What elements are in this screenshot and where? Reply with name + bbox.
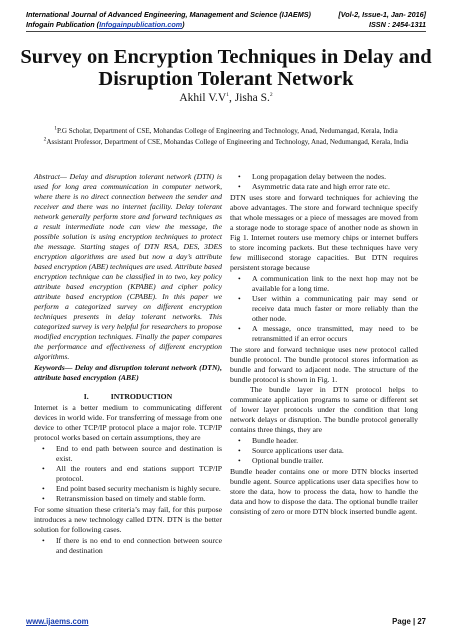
journal-name: International Journal of Advanced Engineering, Management and Science (IJAEMS)	[26, 10, 311, 19]
publisher-suffix: )	[182, 20, 185, 29]
list-item: • End to end path between source and destination is exist.	[56, 444, 222, 464]
list-item: • User within a communicating pair may send or receive data much faster or more reliably than the other node.	[252, 294, 418, 324]
author-2: , Jisha S.	[228, 92, 270, 104]
footer-site-link[interactable]: www.ijaems.com	[26, 617, 89, 626]
issn: ISSN : 2454-1311	[368, 20, 426, 29]
storage-reason-list	[230, 274, 418, 344]
list-item: • Retransmission based on timely and stable form.	[56, 494, 222, 504]
list-item: • A communication link to the next hop may not be available for a long time.	[252, 274, 418, 294]
affiliation-1-sup: 1	[54, 125, 57, 132]
volume-info: [Vol-2, Issue-1, Jan- 2016]	[338, 10, 426, 19]
author-line	[0, 92, 452, 104]
tcp-assumption-list	[34, 444, 222, 504]
keywords: Keywords— Delay and disruption tolerant network (DTN), attribute based encryption (ABE)	[34, 363, 222, 382]
dtn-case-list-left	[34, 536, 222, 556]
affiliation-2-text: Assistant Professor, Department of CSE, Mohandas College of Engineering and Technology, Anad, Nedumangad, Kerala, India	[46, 138, 409, 146]
author-1: Akhil V.V	[179, 92, 227, 104]
intro-paragraph: Internet is a better medium to communicating different devices in world wide. For transferring of message from one device to other TCP/IP protocol place a major role. TCP/IP protocol works based on certain assumptions, they are	[34, 403, 222, 442]
bundle-header-paragraph: Bundle header contains one or more DTN blocks inserted bundle agent. Source applications user data specifies how to store the data, how to process the data, how to handle the data and how to dispose the data. The optional bundle trailer consisting of zero or more DTN block inserted bundle agent.	[230, 467, 418, 516]
list-item: • All the routers and end stations support TCP/IP protocol.	[56, 464, 222, 484]
affiliation-2-sup: 2	[43, 136, 47, 143]
affiliation-1	[28, 126, 424, 136]
store-forward-paragraph: DTN uses store and forward techniques for achieving the above advantages. The store and forward technique specify that whole messages or a piece of messages are moved from a storage node to storage space of another node as shown in Fig 1. Internet routers use memory chips or internet buffers to store incoming packets. But these techniques have very few millisecond storage capacities. But DTN requires persistent storage because	[230, 193, 418, 272]
list-item: • A message, once transmitted, may need to be retransmitted if an error occurs	[252, 324, 418, 344]
affiliation-1-text: P.G Scholar, Department of CSE, Mohandas College of Engineering and Technology, Anad, Nedumangad, Kerala, India	[56, 127, 398, 135]
author-1-sup: 1	[226, 92, 229, 99]
publisher-header	[26, 20, 426, 29]
section-number: I.	[83, 392, 89, 401]
journal-header	[26, 10, 426, 19]
list-item: • Long propagation delay between the nodes.	[252, 172, 418, 182]
list-item: • If there is no end to end connection between source and destination	[56, 536, 222, 556]
author-2-sup: 2	[269, 92, 273, 99]
publisher-link[interactable]: Infogainpublication.com	[99, 20, 183, 29]
left-column	[34, 172, 222, 557]
list-item: • End point based security mechanism is highly secure.	[56, 484, 222, 494]
intro-paragraph-2: For some situation these criteria’s may fail, for this purpose introduces a new technology called DTN. DTN is the better solution for following cases.	[34, 505, 222, 534]
abstract: Abstract— Delay and disruption tolerant network (DTN) is used for long area communication in computer network, where there is no direct connection between the sender and receiver and there was no internet facility. Delay tolerant network generally perform store and forward techniques as a result intermediate node can view the message, the possible solution is using encryption techniques to protect the message. Starting stages of DTN RSA, DES, 3DES encryption algorithms are used but now a day’s attribute based encryption (ABE) techniques are used. Attribute based encryption technique can be classified in to two, key policy attribute based encryption (KPABE) and cipher policy attribute based encryption (CPABE). In this paper we perform a categorized survey on different encryption techniques presents in delay tolerant networks. This categorized survey is very helpful for researchers to propose modified encryption techniques. Finally the paper compares the performance and effectiveness of different encryption algorithms.	[34, 172, 222, 361]
affiliation-2	[28, 137, 424, 147]
list-item: • Bundle header.	[252, 436, 418, 446]
section-heading	[34, 392, 222, 402]
list-item: • Asymmetric data rate and high error rate etc.	[252, 182, 418, 192]
header-divider	[26, 31, 426, 32]
bundle-protocol-paragraph: The store and forward technique uses new protocol called bundle protocol. The bundle protocol stores information as bundle and forward to adjacent node. The structure of the bundle protocol is shown in Fig. 1.	[230, 345, 418, 384]
list-item: • Source applications user data.	[252, 446, 418, 456]
dtn-case-list-right	[230, 172, 418, 192]
bundle-contents-list	[230, 436, 418, 466]
section-title: INTRODUCTION	[110, 392, 173, 401]
right-column	[230, 172, 418, 517]
page-number: Page | 27	[392, 617, 426, 626]
paper-title: Survey on Encryption Techniques in Delay and Disruption Tolerant Network	[20, 46, 432, 90]
list-item: • Optional bundle trailer.	[252, 456, 418, 466]
publisher-prefix: Infogain Publication (	[26, 20, 100, 29]
bundle-layer-paragraph: The bundle layer in DTN protocol helps to communicate application programs to same or different set of lower layer protocols under the condition that long network delays or disruption. The bundle protocol generally contains three things, they are	[230, 385, 418, 434]
